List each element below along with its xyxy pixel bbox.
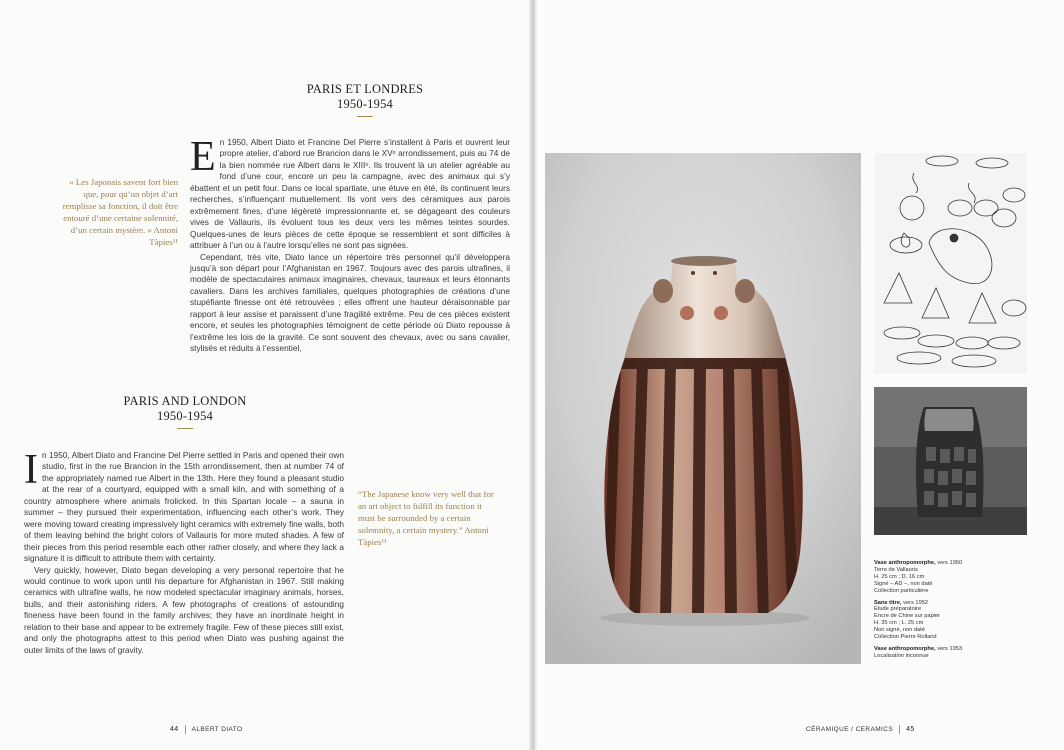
bw-vase-photo bbox=[874, 387, 1027, 535]
fr-section-title bbox=[270, 82, 460, 117]
left-folio bbox=[170, 725, 243, 734]
book-gutter bbox=[529, 0, 537, 750]
fr-dates: 1950-1954 bbox=[337, 97, 393, 111]
folio-separator bbox=[185, 725, 186, 734]
caption-1: Vase anthropomorphe, vers 1950 Terre de Vallauris H. 25 cm ; D. 16 cm Signé – AD –, non daté Collection particulière bbox=[874, 560, 963, 594]
en-dates: 1950-1954 bbox=[157, 409, 213, 423]
vase-image bbox=[545, 153, 861, 664]
sketch-image bbox=[874, 153, 1027, 374]
right-page-number: 45 bbox=[906, 726, 915, 734]
folio-separator bbox=[899, 725, 900, 734]
caption-3: Vase anthropomorphe, vers 1953 Localisation inconnue bbox=[874, 645, 963, 659]
ink-sketch-drawing bbox=[874, 153, 1027, 374]
fr-paragraph-1: En 1950, Albert Diato et Francine Del Pierre s’installent à Paris et ouvrent leur propre atelier, d’abord rue Brancion dans le XVᵉ arrondissement, puis au 74 de la bien nommée rue Albert dans le XIIIᵉ. Ils trouvent là un atelier agréable au fond d’une cour, encore un peu la campagne, avec des animaux qui s’y ébattent et un petit four. Dans ce local spartiate, une étuve en été, ils continuent leurs recherches, s’influençant mutuellement. Ils vont vers des céramiques aux parois extrêmement fines, d’une légèreté impressionnante et, se dégageant des couleurs vives de Vallauris, ils évoluent tous les deux vers les mêmes teintes sourdes. Quelques-unes de leurs pièces de cette époque se ressemblent et sont difficiles à attribuer à l’un ou à l’autre lorsqu’elles ne sont pas signées. bbox=[190, 134, 510, 251]
fr-pull-quote: « Les Japonais savent fort bien que, pour qu’un objet d’art remplisse sa fonction, il doit être entouré d’une certaine solennité, d’un certain mystère. » Antoni Tàpies¹¹ bbox=[62, 177, 178, 248]
caption-2: Sans titre, vers 1952 Étude préparatoire Encre de Chine sur papier H. 35 cm ; L. 25 cm Non signé, non daté Collection Pierre Rolland bbox=[874, 599, 941, 641]
fr-paragraph-2: Cependant, très vite, Diato lance un répertoire très personnel qu’il développera jusqu’à son départ pour l’Afghanistan en 1967. Toujours avec des parois ultrafines, il modèle de spectaculaires animaux imaginaires, chevaux, taureaux et leurs étonnants cavaliers. Dans les archives familiales, quelques photographies de créations d’une stupéfiante finesse ont été retrouvées ; elles offrent une hauteur déraisonnable par rapport à leur assise et paraissent d’une fragilité extrême. Peu de ces pièces existent encore, et seules les photographies témoignent de cette période où Diato repousse à l’extrême les lois de la gravité. Ce sont souvent des chevaux, avec ou sans cavalier, stylisés et réduits à l’essentiel, bbox=[190, 251, 510, 354]
en-paragraph-2: Very quickly, however, Diato began developing a very personal repertoire that he would continue to work upon until his departure for Afghanistan in 1967. Still making ceramics with ultrafine walls, he now modeled spectacular imaginary animals, horses, bulls, and their astonishing riders. A few photographs of creations of astounding fineness have been found in the family archives; they have an inordinate height in relation to their base and appear to be extremely fragile. Few of these pieces still exist, and only the photographs attest to this period when Diato was pushing against the outer limits of the laws of gravity. bbox=[24, 564, 344, 655]
fr-body bbox=[190, 134, 510, 355]
right-running-head: CÉRAMIQUE / CERAMICS bbox=[806, 726, 894, 734]
en-pull-quote: “The Japanese know very well that for an art object to fulfill its function it must be surrounded by a certain solemnity, a certain mystery.” Antoni Tàpies¹¹ bbox=[358, 489, 494, 548]
en-title: PARIS AND LONDON bbox=[123, 394, 247, 408]
en-section-title bbox=[90, 394, 280, 429]
vase-photo bbox=[545, 153, 861, 664]
right-folio bbox=[806, 725, 915, 734]
left-page-number: 44 bbox=[170, 726, 179, 734]
en-dropcap: I bbox=[24, 447, 38, 493]
captions bbox=[874, 560, 1044, 665]
en-paragraph-1: In 1950, Albert Diato and Francine Del Pierre settled in Paris and opened their own studio, first in the rue Brancion in the 15th arrondissement, then at number 74 of the appropriately named rue Albert in the 13th. Here they found a pleasant studio at the rear of a courtyard, equipped with a small kiln, and with something of a country atmosphere where animals frolicked. In this Spartan locale – a sauna in summer – they pursued their experimentation, influencing each other’s work. They were moving toward creating impressively light ceramics with extremely fine walls, both of them leaving behind the bright colors of Vallauris for more muted shades. A few of their pieces from this period resemble each other rather closely, and where they lack a signature it is difficult to attribute them with certainty. bbox=[24, 447, 344, 564]
en-body bbox=[24, 447, 344, 656]
fr-title: PARIS ET LONDRES bbox=[306, 82, 424, 96]
en-title-rule bbox=[177, 428, 193, 429]
left-running-head: ALBERT DIATO bbox=[191, 726, 243, 734]
fr-dropcap: E bbox=[190, 134, 216, 180]
bw-vase-image bbox=[874, 387, 1027, 535]
fr-title-rule bbox=[357, 116, 373, 117]
